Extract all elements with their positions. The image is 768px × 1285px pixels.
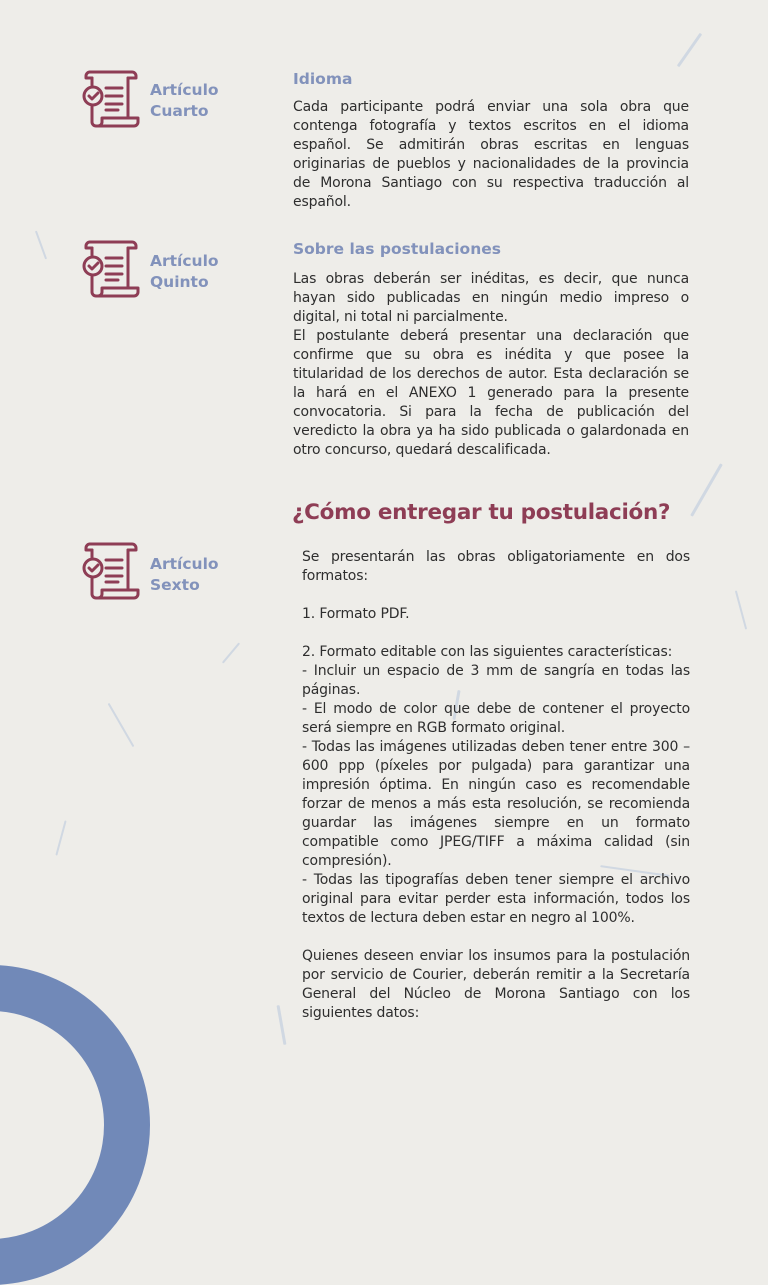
scroll-document-check-icon bbox=[76, 538, 140, 602]
characteristic-tipografias: - Todas las tipografías deben tener siempre el archivo original para evitar perder esta información, todos los textos de lectura deben estar en negro al 100%. bbox=[302, 872, 690, 926]
paragraph-ineditas: Las obras deberán ser inéditas, es decir, que nunca hayan sido publicadas en ningún medio impreso o digital, ni total ni parcialmente. bbox=[293, 271, 689, 325]
characteristic-sangria: - Incluir un espacio de 3 mm de sangría en todas las páginas. bbox=[302, 663, 690, 698]
article-sexto-body bbox=[302, 548, 690, 1023]
characteristic-imagenes: - Todas las imágenes utilizadas deben tener entre 300 – 600 ppp (píxeles por pulgada) para garantizar una impresión óptima. En ningún caso es recomendable forzar de menos a más esta resolución, se recomienda guardar las imágenes siempre en un formato compatible como JPEG/TIFF a máxima calidad (sin compresión). bbox=[302, 739, 690, 869]
section-title-idioma: Idioma bbox=[293, 70, 353, 88]
section-title-postulaciones: Sobre las postulaciones bbox=[293, 240, 501, 258]
list-item-formato-editable: 2. Formato editable con las siguientes características: bbox=[302, 644, 673, 660]
decorative-arc bbox=[0, 965, 150, 1285]
scroll-document-check-icon bbox=[76, 236, 140, 300]
scroll-document-check-icon bbox=[76, 66, 140, 130]
article-label-sexto: Artículo Sexto bbox=[150, 555, 219, 594]
article-label-quinto: Artículo Quinto bbox=[150, 252, 219, 291]
characteristic-color: - El modo de color que debe de contener el proyecto será siempre en RGB formato original. bbox=[302, 701, 690, 736]
list-item-formato-pdf: 1. Formato PDF. bbox=[302, 606, 410, 622]
section-heading-entrega: ¿Cómo entregar tu postulación? bbox=[292, 500, 671, 525]
paragraph-courier: Quienes deseen enviar los insumos para la postulación por servicio de Courier, deberán remitir a la Secretaría General del Núcleo de Morona Santiago con los siguientes datos: bbox=[302, 948, 690, 1021]
paragraph-idioma: Cada participante podrá enviar una sola obra que contenga fotografía y textos escritos en el idioma español. Se admitirán obras escritas en lenguas originarias de pueblos y nacionalidades de la provincia de Morona Santiago con su respectiva traducción al español. bbox=[293, 99, 689, 210]
paragraph-intro: Se presentarán las obras obligatoriamente en dos formatos: bbox=[302, 549, 690, 584]
paragraph-declaracion: El postulante deberá presentar una declaración que confirme que su obra es inédita y que posee la titularidad de los derechos de autor. Esta declaración se la hará en el ANEXO 1 generado para la presente convocatoria. Si para la fecha de publicación del veredicto la obra ya ha sido publicada o galardonada en otro concurso, quedará descalificada. bbox=[293, 328, 689, 458]
article-label-cuarto: Artículo Cuarto bbox=[150, 81, 219, 120]
